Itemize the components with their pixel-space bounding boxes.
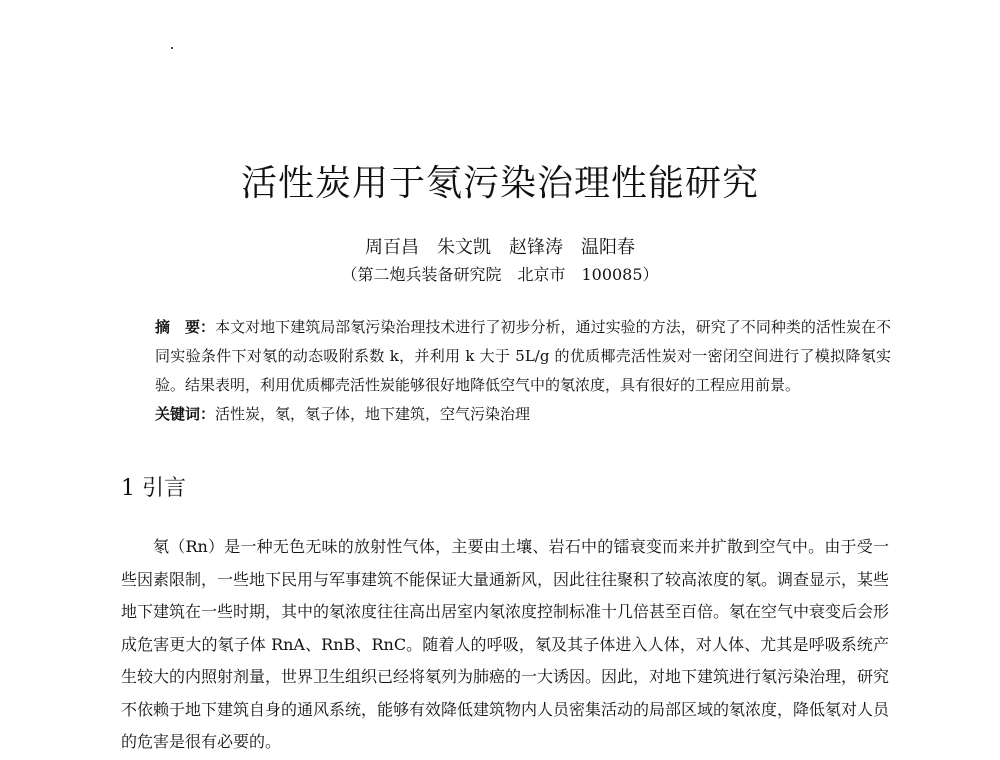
keywords-paragraph bbox=[121, 400, 891, 429]
section-heading: 1 引言 bbox=[121, 476, 186, 501]
scan-speck bbox=[171, 47, 173, 49]
abstract-block bbox=[121, 313, 891, 429]
affiliation: （第二炮兵装备研究院 北京市 100085） bbox=[341, 265, 659, 284]
keywords-label: 关键词： bbox=[155, 405, 216, 423]
abstract-label: 摘 要： bbox=[155, 318, 216, 336]
author-list: 周百昌 朱文凯 赵锋涛 温阳春 bbox=[365, 237, 635, 258]
abstract-paragraph bbox=[121, 313, 891, 400]
body-paragraph: 氡（Rn）是一种无色无味的放射性气体，主要由土壤、岩石中的镭衰变而来并扩散到空气中。由于受一些因素限制，一些地下民用与军事建筑不能保证大量通新风，因此往往聚积了较高浓度的氡。调查显示，某些地下建筑在一些时期，其中的氡浓度往往高出居室内氡浓度控制标准十几倍甚至百倍。氡在空气中衰变后会形成危害更大的氡子体 RnA、RnB、RnC。随着人的呼吸，氡及其子体进入人体，对人体、尤其是呼吸系统产生较大的内照射剂量，世界卫生组织已经将氡列为肺癌的一大诱因。因此，对地下建筑进行氡污染治理，研究不依赖于地下建筑自身的通风系统，能够有效降低建筑物内人员密集活动的局部区域的氡浓度，降低氡对人员的危害是很有必要的。 bbox=[121, 537, 890, 751]
body-text-block bbox=[121, 531, 889, 759]
paper-title: 活性炭用于氡污染治理性能研究 bbox=[240, 163, 759, 204]
keywords-text: 活性炭，氡，氡子体，地下建筑，空气污染治理 bbox=[215, 405, 531, 423]
abstract-text: 本文对地下建筑局部氡污染治理技术进行了初步分析，通过实验的方法，研究了不同种类的活性炭在不同实验条件下对氡的动态吸附系数 k，并利用 k 大于 5L/g 的优质椰壳活性炭对一密闭空间进行了模拟降氡实验。结果表明，利用优质椰壳活性炭能够很好地降低空气中的氡浓度，具有很好的工程应用前景。 bbox=[155, 318, 891, 394]
